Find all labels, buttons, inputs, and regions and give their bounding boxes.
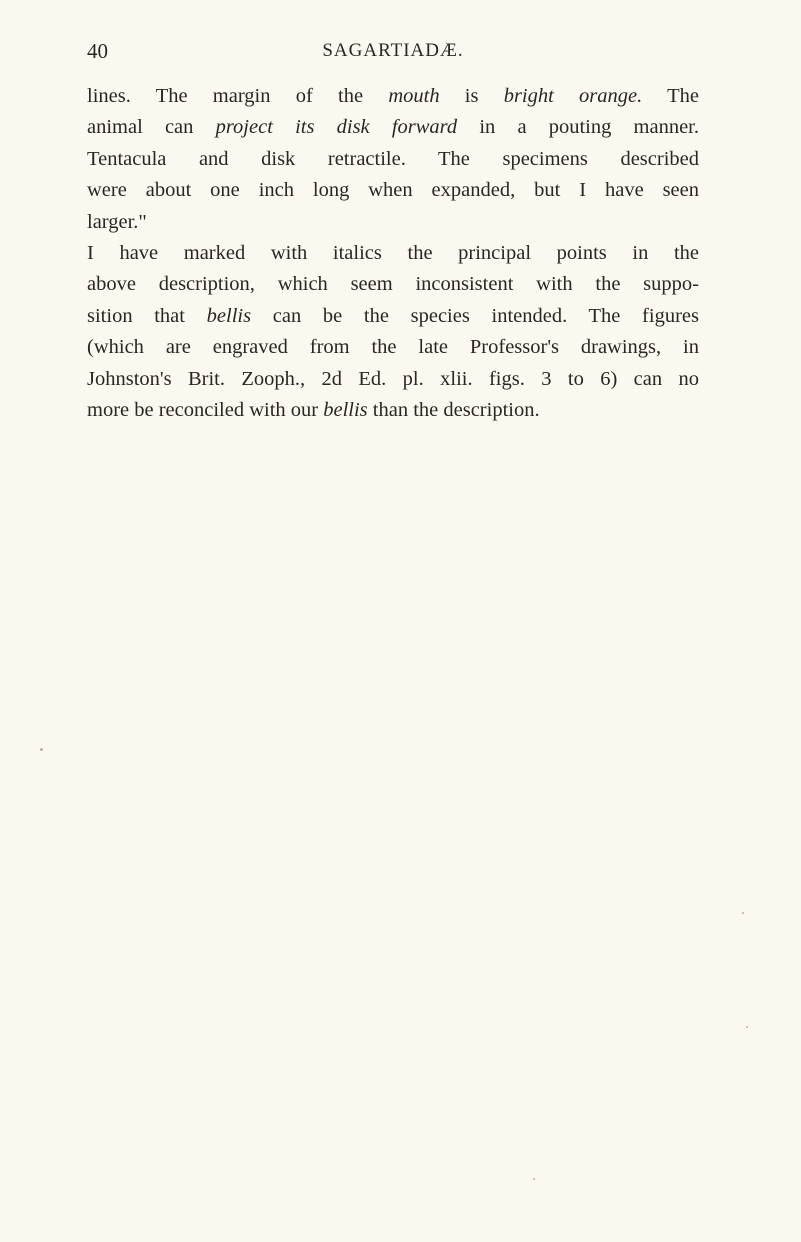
text-run: larger.": [87, 210, 147, 233]
text-line: [87, 238, 699, 269]
text-run: more be reconciled with our: [87, 399, 324, 422]
text-line: [87, 301, 699, 332]
text-run: lines. The margin of the: [87, 85, 389, 107]
text-run: sition that: [87, 304, 207, 327]
text-run: animal can: [87, 116, 216, 139]
italic-text: bellis: [206, 304, 252, 327]
text-run: Tentacula and disk retractile. The specimens described: [87, 147, 699, 170]
body-text: [87, 81, 699, 426]
paper-speck: [746, 1026, 748, 1028]
text-run: in a pouting manner.: [457, 116, 699, 139]
running-head-title: SAGARTIADÆ.: [322, 40, 464, 61]
text-line: [87, 269, 699, 300]
text-line: [87, 395, 699, 426]
paper-speck: [742, 912, 744, 914]
page-number: 40: [87, 39, 108, 63]
italic-text: mouth: [388, 85, 440, 107]
text-run: is: [439, 85, 504, 107]
paper-speck: [533, 1178, 535, 1180]
text-line: [87, 81, 699, 112]
text-run: Johnston's Brit. Zooph., 2d Ed. pl. xlii. figs. 3 to 6) can no: [87, 367, 699, 390]
text-line: [87, 144, 699, 175]
text-run: I have marked with italics the principal points in the: [87, 242, 699, 265]
text-run: The: [642, 85, 699, 107]
running-head: [87, 36, 699, 66]
text-line: [87, 364, 699, 395]
text-run: can be the species intended. The figures: [251, 304, 699, 327]
text-line: [87, 175, 699, 206]
italic-text: bellis: [323, 399, 368, 422]
paper-speck: [40, 748, 43, 751]
text-run: (which are engraved from the late Professor's drawings, in: [87, 336, 699, 359]
text-line: [87, 112, 699, 143]
italic-text: bright orange.: [503, 85, 643, 107]
text-run: were about one inch long when expanded, but I have seen: [87, 179, 699, 202]
italic-text: project its disk forward: [215, 116, 458, 139]
text-run: above description, which seem inconsistent with the suppo-: [87, 273, 699, 296]
text-line: [87, 332, 699, 363]
text-run: than the description.: [367, 399, 540, 422]
text-line: [87, 207, 699, 238]
